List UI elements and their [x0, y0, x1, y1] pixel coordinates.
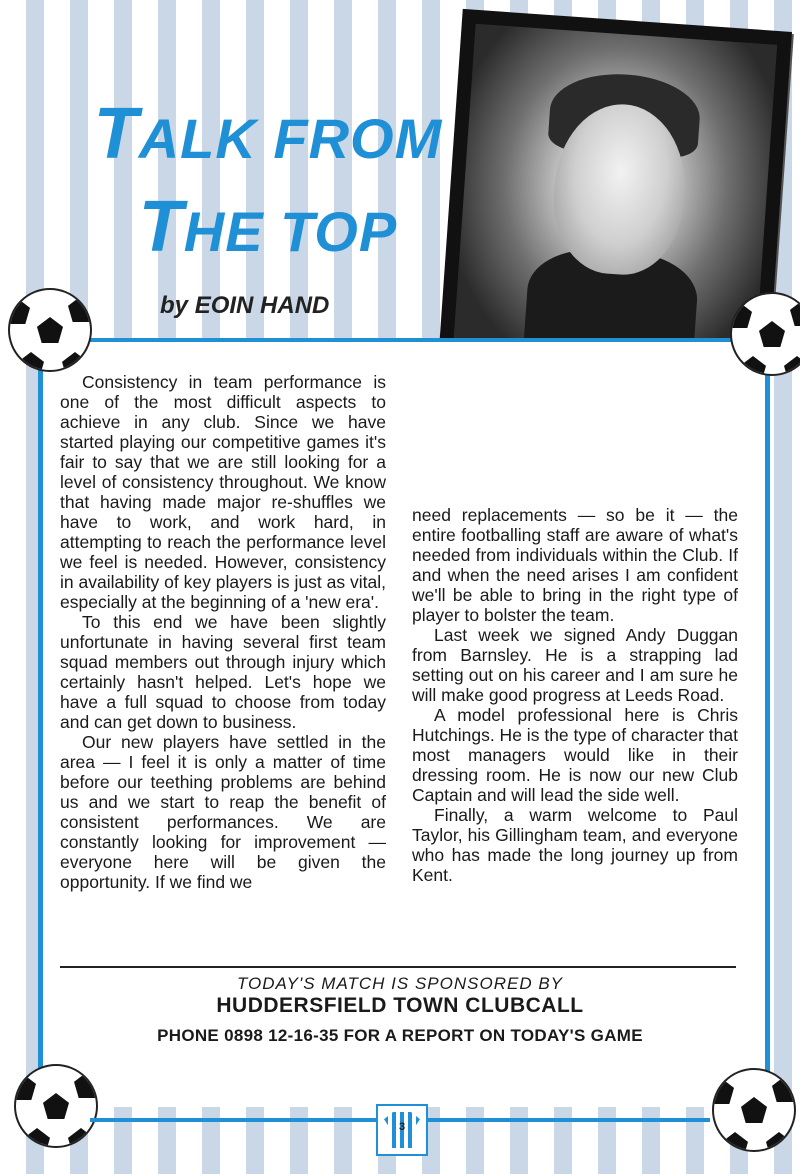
sponsor-intro: TODAY'S MATCH IS SPONSORED BY [236, 974, 564, 993]
byline [160, 292, 329, 320]
article-paragraph: Consistency in team performance is one of the most difficult aspects to achieve in any club. Since we have started playing our competitive games it's fair to say that we are still looking for a level of consistency throughout. We know that having made major re-shuffles we have to work, and work hard, in attempting to reach the performance level we feel is needed. However, consistency in availability of key players is just as vital, especially at the beginning of a 'new era'. [60, 372, 386, 612]
football-icon [14, 1064, 98, 1148]
article-column-left [60, 372, 386, 892]
article-paragraph: Last week we signed Andy Duggan from Barnsley. He is a strapping lad setting out on his career and I am sure he will make good progress at Leeds Road. [412, 625, 738, 705]
article-paragraph: need replacements — so be it — the entire footballing staff are aware of what's needed from individuals within the Club. If and when the need arises I am confident we'll be able to bring in the right type of player to bolster the team. [412, 505, 738, 625]
article-paragraph: Finally, a warm welcome to Paul Taylor, his Gillingham team, and everyone who has made the long journey up from Kent. [412, 805, 738, 885]
article-paragraph: Our new players have settled in the area — I feel it is only a matter of time before our teething problems are behind us and we start to reap the benefit of consistent performances. We are constantly looking for improvement — everyone here will be given the opportunity. If we find we [60, 732, 386, 892]
page-title [78, 90, 458, 276]
title-line-1: TALK FROM [93, 94, 443, 174]
article-paragraph: To this end we have been slightly unfortunate in having several first team squad members out through injury which certainly hasn't helped. Let's hope we have a full squad to choose from today and can get down to business. [60, 612, 386, 732]
page-number-badge [376, 1104, 428, 1156]
article-column-right [412, 505, 738, 885]
page-number: 3 [398, 1121, 406, 1133]
sponsor-name: HUDDERSFIELD TOWN CLUBCALL [216, 994, 584, 1017]
article-paragraph: A model professional here is Chris Hutchings. He is the type of character that most managers would like in their dressing room. He is now our new Club Captain and will lead the side well. [412, 705, 738, 805]
title-line-2: THE TOP [138, 187, 398, 267]
football-icon [712, 1068, 796, 1152]
byline-author: EOIN HAND [194, 292, 330, 319]
football-icon [8, 288, 92, 372]
portrait-photo-icon [453, 24, 777, 371]
sponsor-phone: PHONE 0898 12-16-35 FOR A REPORT ON TODAY'S GAME [157, 1026, 643, 1045]
byline-prefix: by [160, 292, 189, 319]
sponsor-divider [60, 966, 736, 968]
